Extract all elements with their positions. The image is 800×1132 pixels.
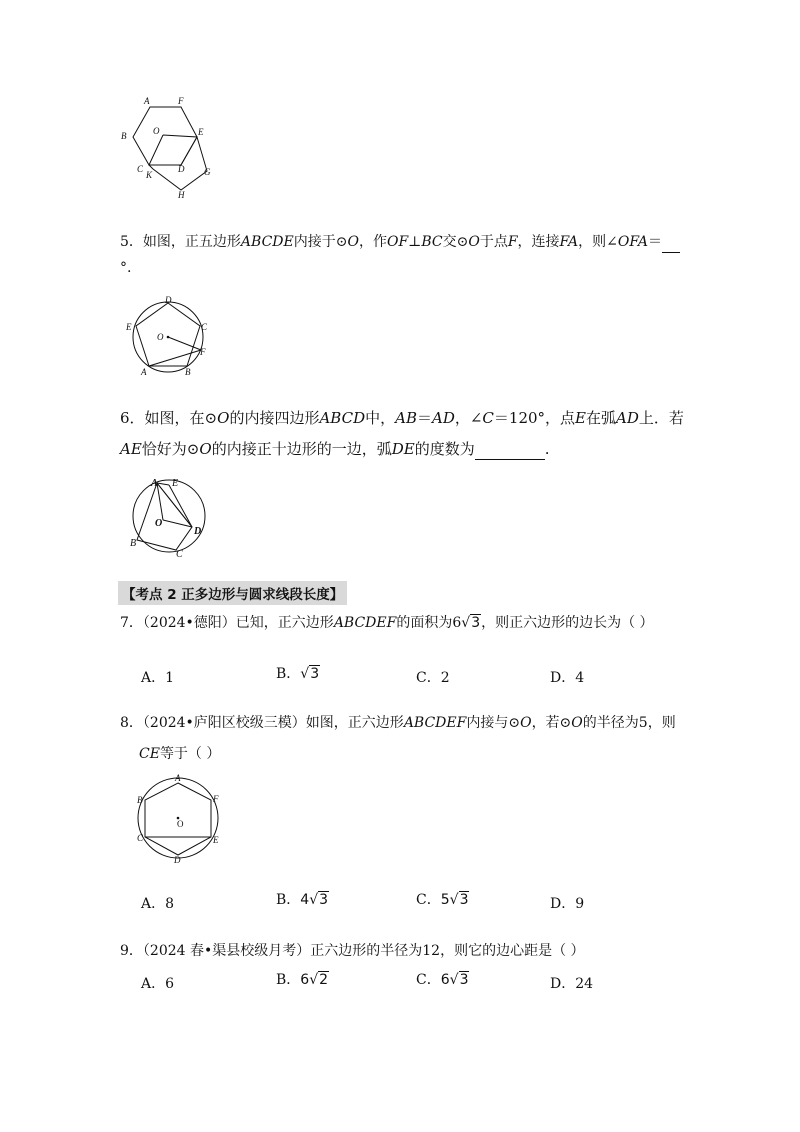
radical: √3 — [461, 615, 481, 631]
option-c[interactable]: C．2 — [416, 670, 450, 686]
svg-text:E: E — [172, 478, 179, 489]
svg-text:O: O — [177, 819, 184, 829]
svg-text:F: F — [213, 794, 219, 804]
answer-blank[interactable] — [662, 232, 680, 253]
question-8-line-1: 8．（2024•庐阳区校级三模）如图，正六边形ABCDEF内接与⊙O，若⊙O的半径为5，则 — [120, 715, 676, 731]
radical: 5√3 — [440, 892, 469, 908]
question-6-line-2: AE恰好为⊙O的内接正十边形的一边，弧DE的度数为 . — [120, 440, 550, 458]
option-c[interactable]: C．6√3 — [416, 972, 469, 988]
svg-text:B: B — [121, 131, 127, 141]
option-d[interactable]: D．9 — [550, 896, 585, 912]
svg-text:C: C — [201, 322, 208, 332]
figure-quadrilateral-circle — [125, 473, 215, 558]
svg-text:E: E — [198, 127, 204, 137]
radical: 6√2 — [300, 972, 329, 988]
option-b[interactable]: B．4√3 — [276, 892, 329, 908]
question-9-text: 9．（2024 春•渠县校级月考）正六边形的半径为12，则它的边心距是（ ） — [120, 943, 585, 959]
svg-text:D: D — [165, 295, 172, 305]
svg-text:B: B — [185, 367, 191, 377]
option-d[interactable]: D．24 — [550, 976, 594, 992]
svg-text:O: O — [155, 518, 163, 529]
svg-text:H: H — [178, 190, 185, 200]
option-b[interactable]: B．6√2 — [276, 972, 329, 988]
svg-text:A: A — [151, 478, 158, 489]
svg-text:B: B — [137, 795, 143, 805]
question-5-line-2: °. — [120, 260, 132, 276]
option-b[interactable]: B．√3 — [276, 666, 320, 682]
svg-text:A: A — [175, 773, 181, 783]
svg-text:C: C — [137, 164, 144, 174]
svg-text:E: E — [213, 835, 219, 845]
svg-text:B: B — [130, 538, 137, 549]
svg-text:D: D — [178, 164, 185, 174]
section-heading: 【考点 2 正多边形与圆求线段长度】 — [118, 581, 347, 605]
svg-text:A: A — [141, 367, 147, 377]
radical: √3 — [300, 666, 320, 682]
option-a[interactable]: A．8 — [141, 896, 175, 912]
svg-text:K: K — [146, 170, 153, 180]
svg-text:D: D — [174, 855, 181, 865]
figure-hexagon-pentagon — [115, 92, 225, 204]
svg-text:O: O — [157, 332, 164, 342]
figure-hexagon-circle — [130, 772, 230, 867]
question-8-line-2: CE等于（ ） — [139, 746, 221, 762]
radical: 4√3 — [300, 892, 329, 908]
svg-text:C: C — [176, 549, 183, 558]
radical: 6√3 — [440, 972, 469, 988]
option-a[interactable]: A．1 — [141, 670, 175, 686]
option-c[interactable]: C．5√3 — [416, 892, 469, 908]
question-5-line-1: 5．如图，正五边形ABCDE内接于⊙O，作OF⊥BC交⊙O于点F，连接FA，则∠OFA＝ — [120, 232, 680, 253]
option-d[interactable]: D．4 — [550, 670, 585, 686]
answer-blank[interactable] — [475, 439, 545, 460]
svg-text:C: C — [137, 833, 144, 843]
svg-text:F: F — [200, 347, 206, 357]
svg-text:A: A — [144, 96, 150, 106]
option-a[interactable]: A．6 — [141, 976, 175, 992]
svg-text:F: F — [178, 96, 184, 106]
svg-text:G: G — [204, 167, 211, 177]
question-7-text: 7．（2024•德阳）已知，正六边形ABCDEF的面积为6√3，则正六边形的边长为（ ） — [120, 615, 654, 631]
figure-pentagon-circle — [120, 292, 220, 382]
svg-text:E: E — [126, 322, 132, 332]
svg-text:D: D — [194, 526, 202, 537]
svg-text:O: O — [153, 126, 160, 136]
question-6-line-1: 6．如图，在⊙O的内接四边形ABCD中，AB＝AD，∠C＝120°，点E在弧AD上．若 — [120, 409, 684, 427]
